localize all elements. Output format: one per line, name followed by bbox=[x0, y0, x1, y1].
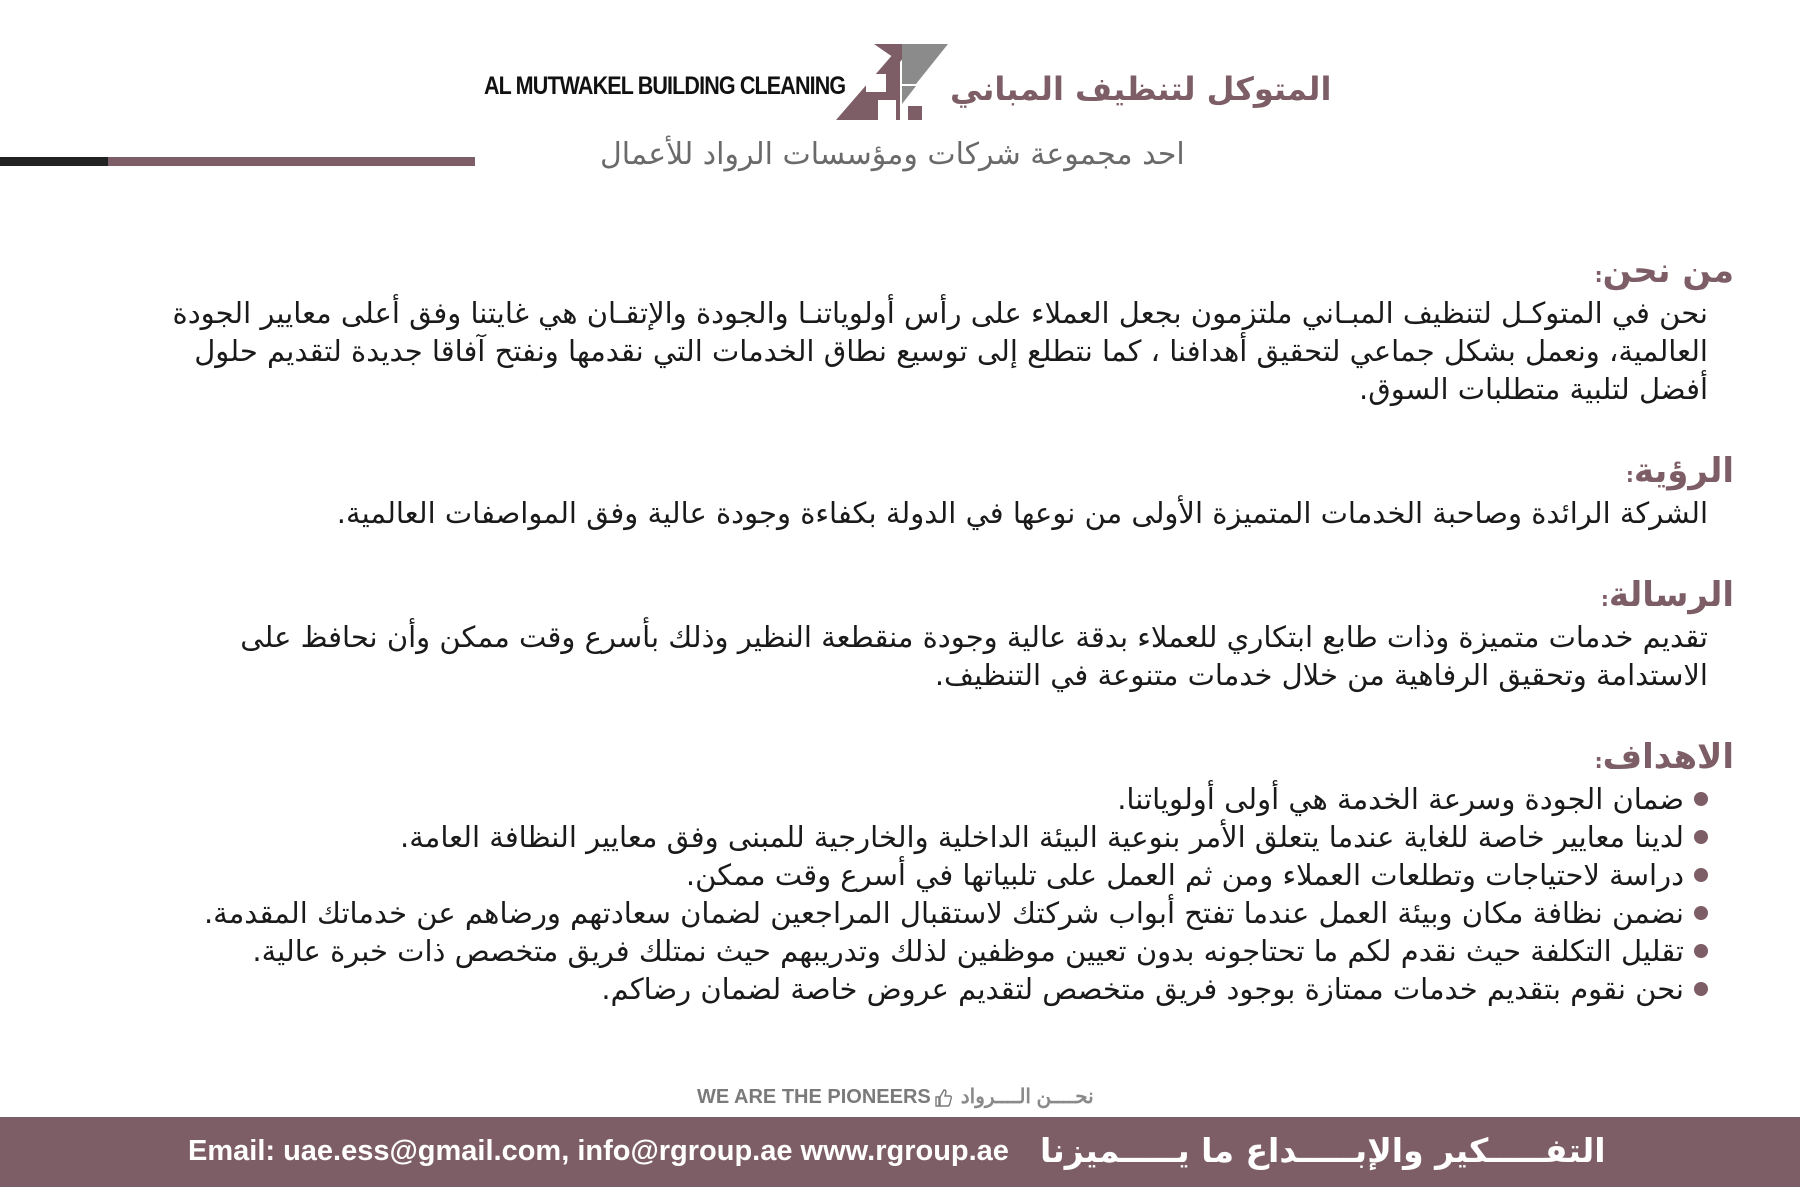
list-item: ضمان الجودة وسرعة الخدمة هي أولى أولوياتنا. bbox=[40, 780, 1708, 818]
document-body bbox=[40, 252, 1738, 1008]
header-rule-accent bbox=[108, 157, 475, 166]
bullet-icon bbox=[1694, 906, 1708, 920]
footer-slogan: التفـــــكير والإبـــــداع ما يـــــميزنا bbox=[1040, 1131, 1606, 1170]
list-item: لدينا معايير خاصة للغاية عندما يتعلق الأمر بنوعية البيئة الداخلية والخارجية للمبنى وفق معايير النظافة العامة. bbox=[40, 818, 1708, 856]
goals-list bbox=[40, 780, 1708, 1008]
bullet-icon bbox=[1694, 792, 1708, 806]
section-title: من نحن: bbox=[1594, 251, 1734, 291]
pioneers-english: WE ARE THE PIONEERS bbox=[697, 1086, 931, 1108]
brand-name-english: AL MUTWAKEL BUILDING CLEANING bbox=[484, 72, 846, 100]
group-tagline: احد مجموعة شركات ومؤسسات الرواد للأعمال bbox=[600, 137, 1185, 172]
list-item: دراسة لاحتياجات وتطلعات العملاء ومن ثم العمل على تلبياتها في أسرع وقت ممكن. bbox=[40, 856, 1708, 894]
bullet-icon bbox=[1694, 868, 1708, 882]
section-text: نحن في المتوكـل لتنظيف المبـاني ملتزمون بجعل العملاء على رأس أولوياتنـا والجودة والإتقـان هي غايتنا وفق أعلى معايير الجودة العالمية، ونعمل بشكل جماعي لتحقيق أهدافنا ، كما نتطلع إلى توسيع نطاق الخدمات التي نقدمها ونفتح آفاقا جديدة لتقديم حلول أفضل لتلبية متطلبات السوق. bbox=[172, 296, 1708, 406]
letterhead-header bbox=[0, 0, 1800, 200]
section-mission bbox=[40, 576, 1738, 694]
section-vision bbox=[40, 452, 1738, 532]
footer-bar bbox=[0, 1117, 1800, 1187]
bullet-icon bbox=[1694, 982, 1708, 996]
pioneers-arabic: نحــــن الــــرواد bbox=[960, 1086, 1094, 1108]
footer-contact-info: Email: uae.ess@gmail.com, info@rgroup.ae www.rgroup.ae bbox=[188, 1135, 1009, 1167]
bullet-icon bbox=[1694, 944, 1708, 958]
list-item: نحن نقوم بتقديم خدمات ممتازة بوجود فريق متخصص لتقديم عروض خاصة لضمان رضاكم. bbox=[40, 970, 1708, 1008]
section-goals bbox=[40, 738, 1738, 1008]
section-title: الرسالة: bbox=[1600, 575, 1734, 615]
section-about-us bbox=[40, 252, 1738, 408]
brand-name-arabic: المتوكل لتنظيف المباني bbox=[950, 70, 1332, 108]
bullet-icon bbox=[1694, 830, 1708, 844]
thumbs-up-icon bbox=[934, 1089, 952, 1107]
pioneers-slogan bbox=[697, 1084, 1094, 1109]
header-rule-dark bbox=[0, 157, 108, 166]
list-item: نضمن نظافة مكان وبيئة العمل عندما تفتح أبواب شركتك لاستقبال المراجعين لضمان سعادتهم ورضاهم عن خدماتك المقدمة. bbox=[40, 894, 1708, 932]
building-logo-icon bbox=[836, 44, 948, 126]
list-item: تقليل التكلفة حيث نقدم لكم ما تحتاجونه بدون تعيين موظفين لذلك وتدريبهم حيث نمتلك فريق متخصص ذات خبرة عالية. bbox=[40, 932, 1708, 970]
section-title: الاهداف: bbox=[1594, 737, 1734, 777]
section-text: تقديم خدمات متميزة وذات طابع ابتكاري للعملاء بدقة عالية وجودة منقطعة النظير وذلك بأسرع وقت ممكن وأن نحافظ على الاستدامة وتحقيق الرفاهية من خلال خدمات متنوعة في التنظيف. bbox=[240, 620, 1708, 692]
section-text: الشركة الرائدة وصاحبة الخدمات المتميزة الأولى من نوعها في الدولة بكفاءة وجودة عالية وفق المواصفات العالمية. bbox=[336, 496, 1708, 530]
section-title: الرؤية: bbox=[1625, 451, 1734, 491]
